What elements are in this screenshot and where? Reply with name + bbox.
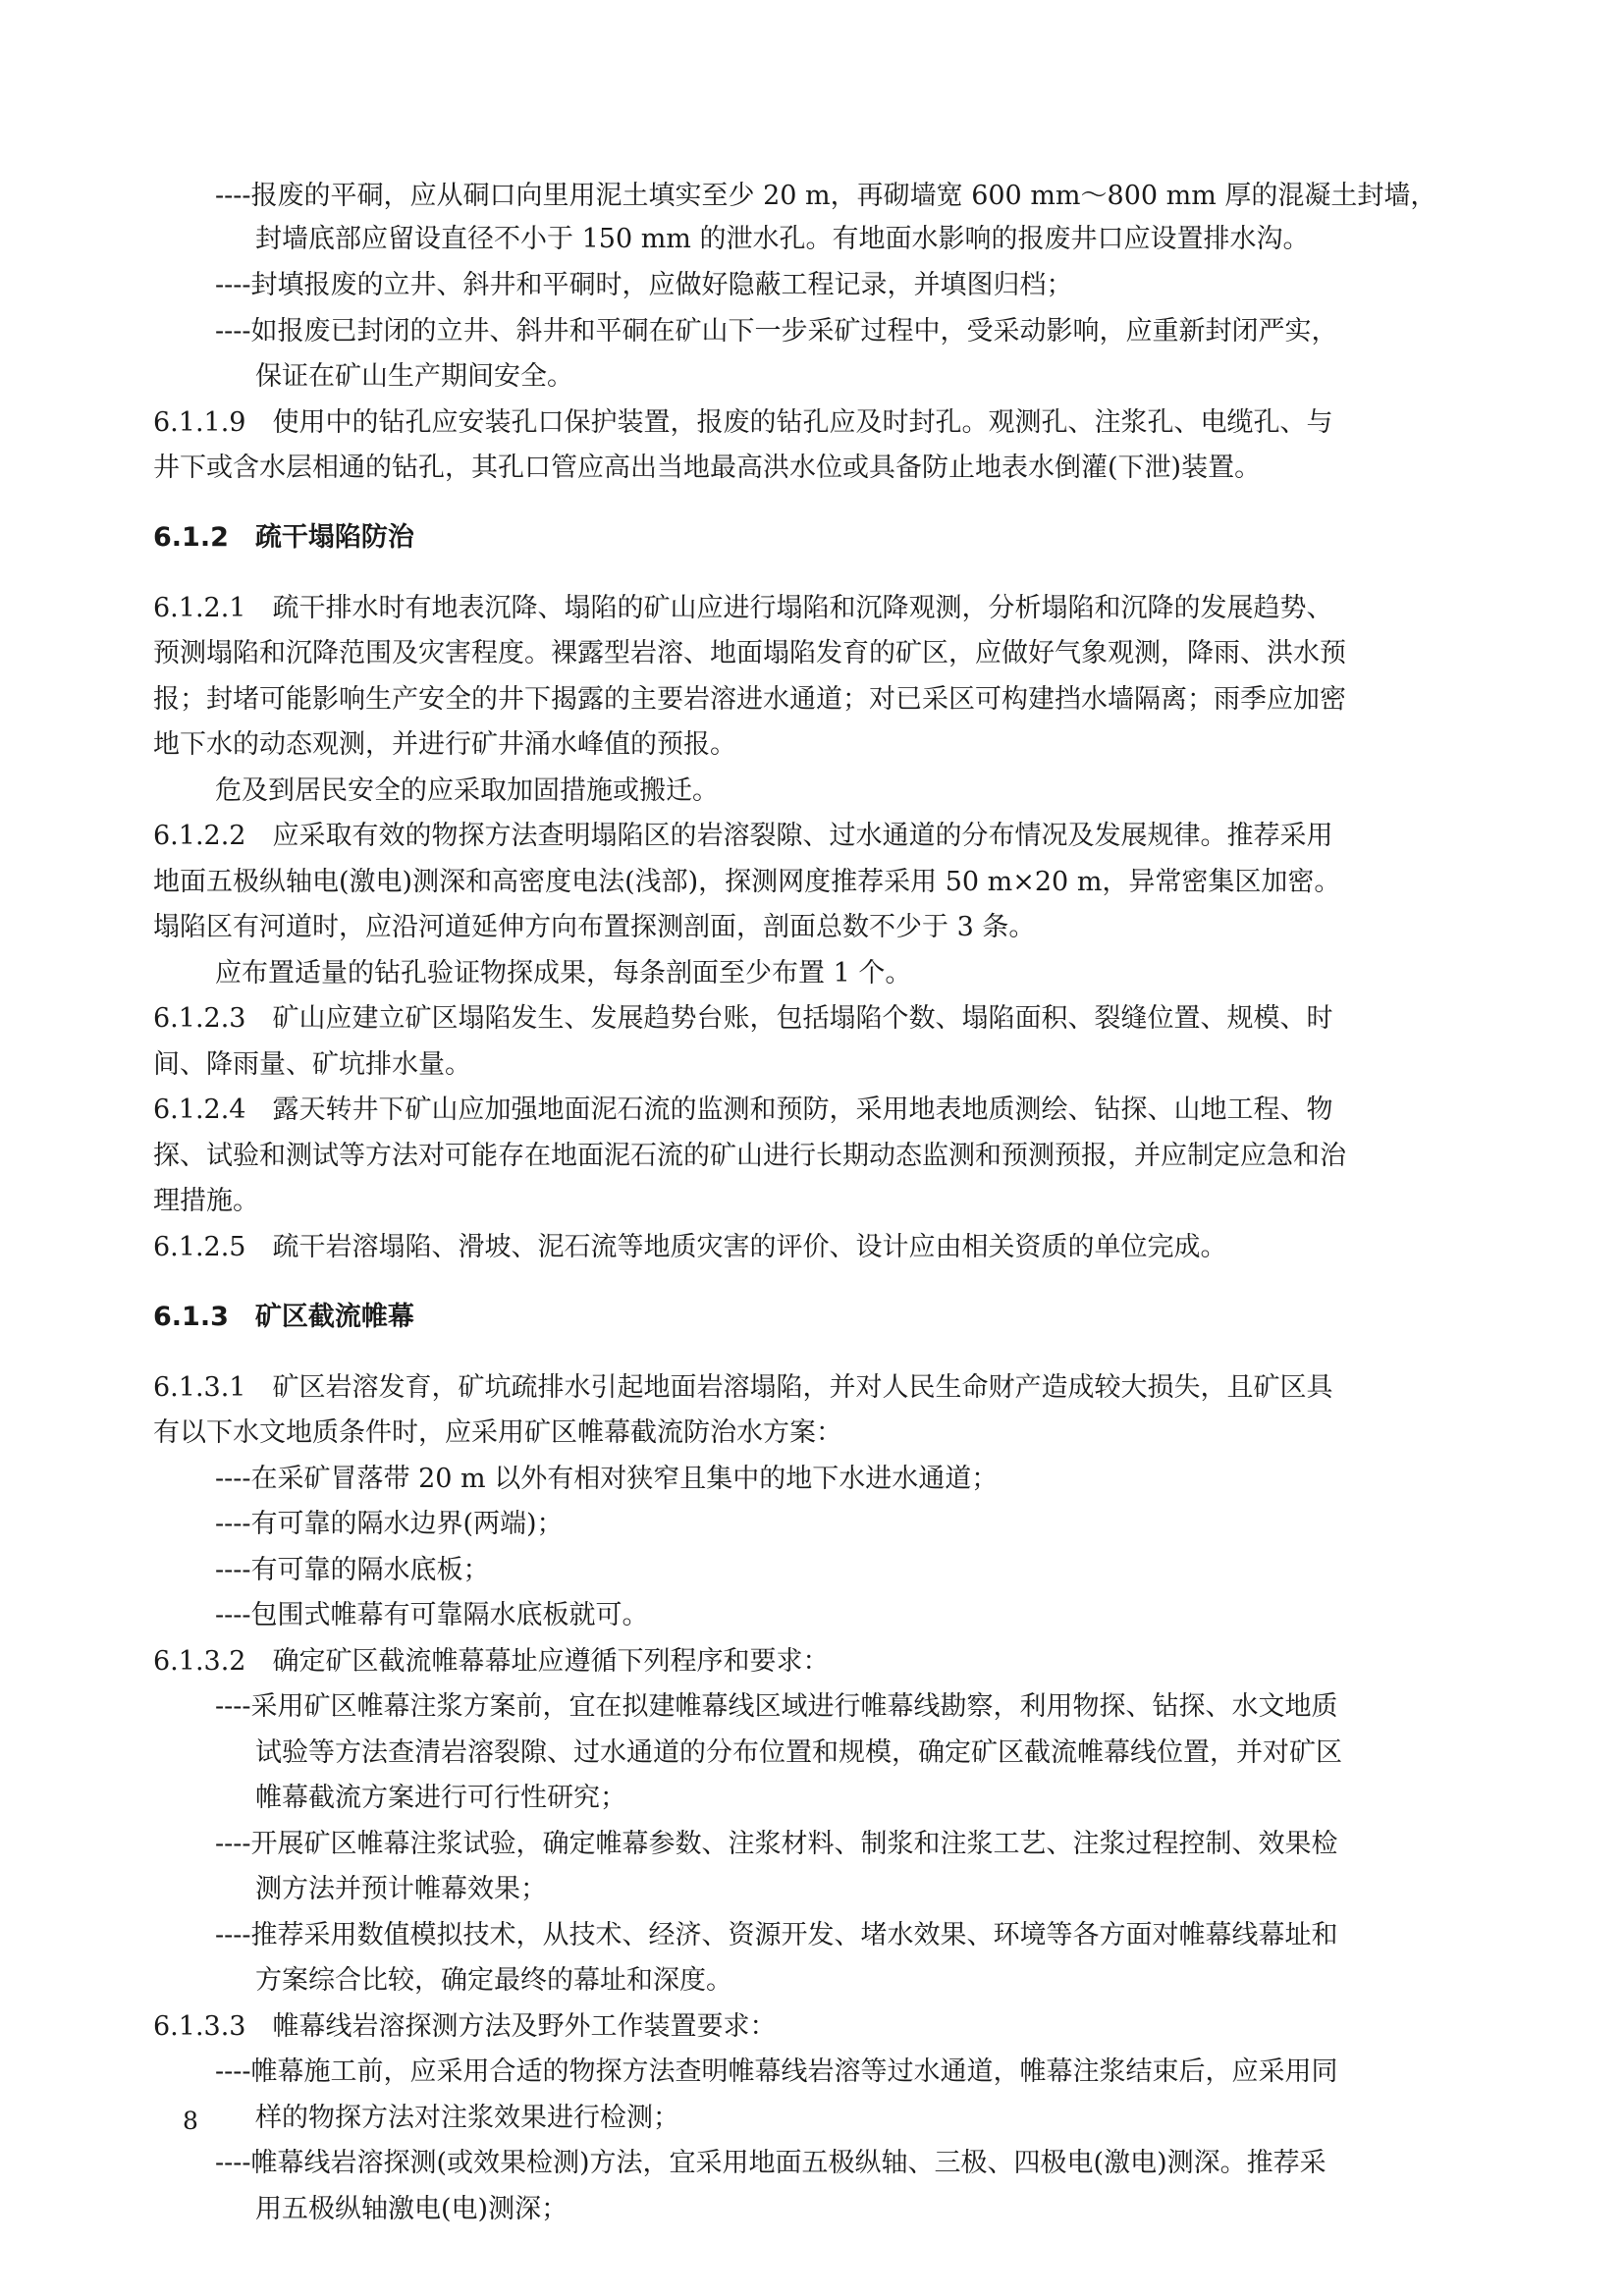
text-line: ----如报废已封闭的立井、斜井和平硐在矿山下一步采矿过程中，受采动影响，应重新封闭严实， [215, 316, 1338, 347]
text-line: 地下水的动态观测，并进行矿井涌水峰值的预报。 [153, 729, 736, 760]
text-line: 6.1.2.5 疏干岩溶塌陷、滑坡、泥石流等地质灾害的评价、设计应由相关资质的单位完成。 [153, 1232, 1227, 1262]
text-line: ----包围式帷幕有可靠隔水底板就可。 [215, 1600, 649, 1630]
text-line: ----采用矿区帷幕注浆方案前，宜在拟建帷幕线区域进行帷幕线勘察，利用物探、钻探、水文地质 [215, 1691, 1338, 1722]
text-line: 应布置适量的钻孔验证物探成果，每条剖面至少布置 1 个。 [215, 958, 912, 988]
text-line: 危及到居民安全的应采取加固措施或搬迁。 [215, 775, 719, 806]
text-line: 6.1.2.1 疏干排水时有地表沉降、塌陷的矿山应进行塌陷和沉降观测，分析塌陷和沉降的发展趋势、 [153, 593, 1333, 623]
text-line: 间、降雨量、矿坑排水量。 [153, 1049, 471, 1080]
text-line: 井下或含水层相通的钻孔，其孔口管应高出当地最高洪水位或具备防止地表水倒灌(下泄)装置。 [153, 453, 1262, 483]
text-line: 有以下水文地质条件时，应采用矿区帷幕截流防治水方案： [153, 1417, 842, 1448]
text-line: 6.1.3.3 帷幕线岩溶探测方法及野外工作装置要求： [153, 2011, 777, 2042]
text-line: 6.1.1.9 使用中的钻孔应安装孔口保护装置，报废的钻孔应及时封孔。观测孔、注浆孔、电缆孔、与 [153, 407, 1333, 438]
text-line: 报；封堵可能影响生产安全的井下揭露的主要岩溶进水通道；对已采区可构建挡水墙隔离；雨季应加密 [153, 684, 1346, 715]
text-line: 6.1.2.4 露天转井下矿山应加强地面泥石流的监测和预防，采用地表地质测绘、钻探、山地工程、物 [153, 1095, 1333, 1125]
text-line: 地面五极纵轴电(激电)测深和高密度电法(浅部)，探测网度推荐采用 50 m×20 m，异常密集区加密。 [153, 867, 1341, 897]
text-line: 6.1.3.1 矿区岩溶发育，矿坑疏排水引起地面岩溶塌陷，并对人民生命财产造成较大损失，且矿区具 [153, 1372, 1333, 1403]
text-line: 方案综合比较，确定最终的幕址和深度。 [255, 1965, 732, 1996]
section-heading: 6.1.3 矿区截流帷幕 [153, 1302, 414, 1332]
text-line: ----有可靠的隔水底板； [215, 1555, 490, 1585]
text-line: 6.1.3.2 确定矿区截流帷幕幕址应遵循下列程序和要求： [153, 1646, 830, 1677]
page-number: 8 [183, 2107, 198, 2135]
text-line: 6.1.2.2 应采取有效的物探方法查明塌陷区的岩溶裂隙、过水通道的分布情况及发展规律。推荐采用 [153, 821, 1333, 851]
text-line: ----推荐采用数值模拟技术，从技术、经济、资源开发、堵水效果、环境等各方面对帷幕线幕址和 [215, 1920, 1338, 1950]
text-line: 理措施。 [153, 1186, 259, 1216]
text-line: 帷幕截流方案进行可行性研究； [255, 1783, 626, 1813]
text-line: 测方法并预计帷幕效果； [255, 1874, 547, 1904]
text-line: 试验等方法查清岩溶裂隙、过水通道的分布位置和规模，确定矿区截流帷幕线位置，并对矿区 [255, 1737, 1342, 1768]
text-line: 塌陷区有河道时，应沿河道延伸方向布置探测剖面，剖面总数不少于 3 条。 [153, 912, 1036, 942]
text-line: ----报废的平硐，应从硐口向里用泥土填实至少 20 m，再砌墙宽 600 mm～800 mm 厚的混凝土封墙， [215, 181, 1437, 211]
section-heading: 6.1.2 疏干塌陷防治 [153, 522, 414, 553]
text-line: 预测塌陷和沉降范围及灾害程度。裸露型岩溶、地面塌陷发育的矿区，应做好气象观测，降雨、洪水预 [153, 638, 1346, 668]
text-line: 探、试验和测试等方法对可能存在地面泥石流的矿山进行长期动态监测和预测预报，并应制定应急和治 [153, 1141, 1346, 1171]
text-line: 用五极纵轴激电(电)测深； [255, 2194, 568, 2224]
text-line: ----帷幕施工前，应采用合适的物探方法查明帷幕线岩溶等过水通道，帷幕注浆结束后，应采用同 [215, 2056, 1338, 2087]
text-line: ----开展矿区帷幕注浆试验，确定帷幕参数、注浆材料、制浆和注浆工艺、注浆过程控制、效果检 [215, 1829, 1338, 1859]
text-line: 保证在矿山生产期间安全。 [255, 361, 573, 392]
text-line: ----帷幕线岩溶探测(或效果检测)方法，宜采用地面五极纵轴、三极、四极电(激电)测深。推荐采 [215, 2148, 1326, 2178]
text-line: ----在采矿冒落带 20 m 以外有相对狭窄且集中的地下水进水通道； [215, 1464, 999, 1494]
text-line: 封墙底部应留设直径不小于 150 mm 的泄水孔。有地面水影响的报废井口应设置排水沟。 [255, 224, 1310, 254]
text-line: 样的物探方法对注浆效果进行检测； [255, 2103, 679, 2133]
text-line: 6.1.2.3 矿山应建立矿区塌陷发生、发展趋势台账，包括塌陷个数、塌陷面积、裂缝位置、规模、时 [153, 1003, 1333, 1034]
text-line: ----封填报废的立井、斜井和平硐时，应做好隐蔽工程记录，并填图归档； [215, 270, 1073, 300]
text-line: ----有可靠的隔水边界(两端)； [215, 1509, 564, 1539]
